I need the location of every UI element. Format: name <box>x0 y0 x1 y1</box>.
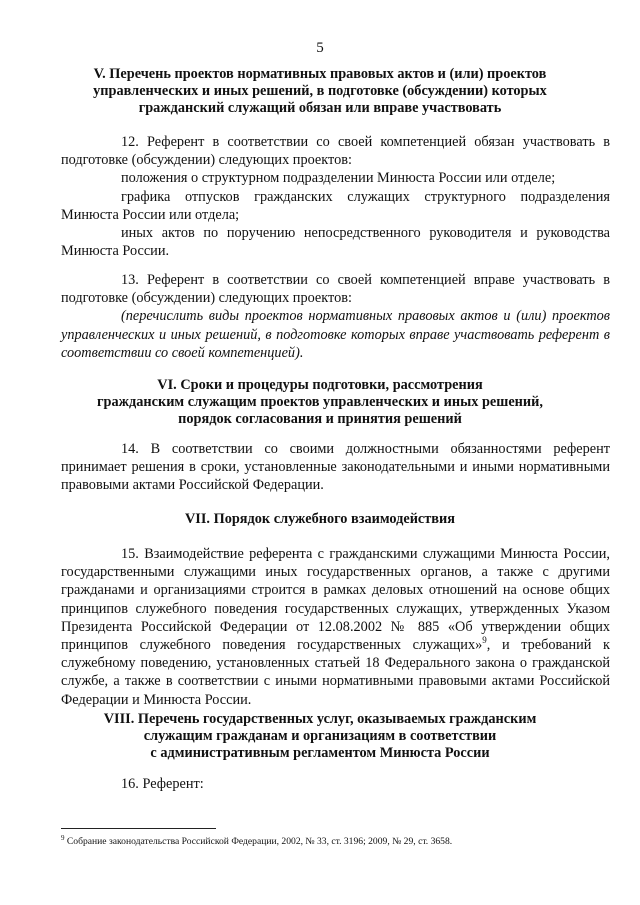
paragraph-16-text: 16. Референт: <box>121 776 204 792</box>
heading-line: гражданский служащий обязан или вправе участвовать <box>138 100 502 116</box>
footnote-text: Собрание законодательства Российской Федерации, 2002, № 33, ст. 3196; 2009, № 29, ст. 3658. <box>66 836 453 847</box>
paragraph-13-italic-note: (перечислить виды проектов нормативных правовых актов и (или) проектов управленческих и иных решений, в подготовке которых вправе участвовать референт в соответствии со своей компетенцией). <box>61 308 610 361</box>
footnote-mark: 9 <box>61 833 65 842</box>
footnote-divider <box>61 828 216 829</box>
paragraph-15-part-1: 15. Взаимодействие референта с гражданскими служащими Минюста России, государственными служащими иных государственных органов, а также с другими гражданами и организациями строится в рамках деловых отношений на основе общих принципов служебного поведения государственных служащих, утвержденных Указом Президента Российской Федерации от 12.08.2002 № 885 «Об утверждении общих принципов служебного поведения государственных служащих» <box>61 546 610 654</box>
paragraph-15-text <box>61 545 610 709</box>
paragraph-13 <box>61 271 610 362</box>
paragraph-15 <box>61 545 610 709</box>
heading-line: VII. Порядок служебного взаимодействия <box>184 511 455 527</box>
paragraph-15-part-2: , и требований к служебному поведению, установленных статьей 18 Федерального закона о гражданской службе, а также в соответствии с иными нормативными правовыми актами Российской Федерации и Минюста России. <box>61 637 610 708</box>
page-number: 5 <box>316 40 324 56</box>
section-8-heading <box>60 711 580 762</box>
paragraph-13-intro: 13. Референт в соответствии со своей компетенцией вправе участвовать в подготовке (обсуждении) следующих проектов: <box>61 272 610 307</box>
section-5-heading <box>60 66 580 117</box>
heading-line: порядок согласования и принятия решений <box>178 411 462 427</box>
paragraph-12-intro: 12. Референт в соответствии со своей компетенцией обязан участвовать в подготовке (обсуждении) следующих проектов: <box>61 134 610 169</box>
section-7-heading <box>60 511 580 528</box>
heading-line: V. Перечень проектов нормативных правовых актов и (или) проектов <box>93 66 547 82</box>
paragraph-12-item: иных актов по поручению непосредственного руководителя и руководства Минюста России. <box>61 225 610 260</box>
heading-line: VI. Сроки и процедуры подготовки, рассмотрения <box>157 377 483 393</box>
heading-line: управленческих и иных решений, в подготовке (обсуждении) которых <box>93 83 547 99</box>
heading-line: VIII. Перечень государственных услуг, оказываемых гражданским <box>103 711 537 727</box>
paragraph-12-item: графика отпусков гражданских служащих структурного подразделения Минюста России или отдела; <box>61 188 610 223</box>
footnote <box>61 833 621 848</box>
paragraph-16 <box>61 775 610 793</box>
footnote-reference: 9 <box>482 635 487 646</box>
paragraph-12-item: положения о структурном подразделении Минюста России или отделе; <box>121 170 556 187</box>
heading-line: гражданским служащим проектов управленческих и иных решений, <box>97 394 543 410</box>
heading-line: с административным регламентом Минюста России <box>150 745 490 761</box>
paragraph-14-text: 14. В соответствии со своими должностными обязанностями референт принимает решения в сроки, установленные законодательными и иными нормативными правовыми актами Российской Федерации. <box>61 441 610 494</box>
heading-line: служащим гражданам и организациям в соответствии <box>143 728 497 744</box>
section-6-heading <box>60 377 580 428</box>
paragraph-12 <box>61 133 610 260</box>
paragraph-14 <box>61 440 610 495</box>
